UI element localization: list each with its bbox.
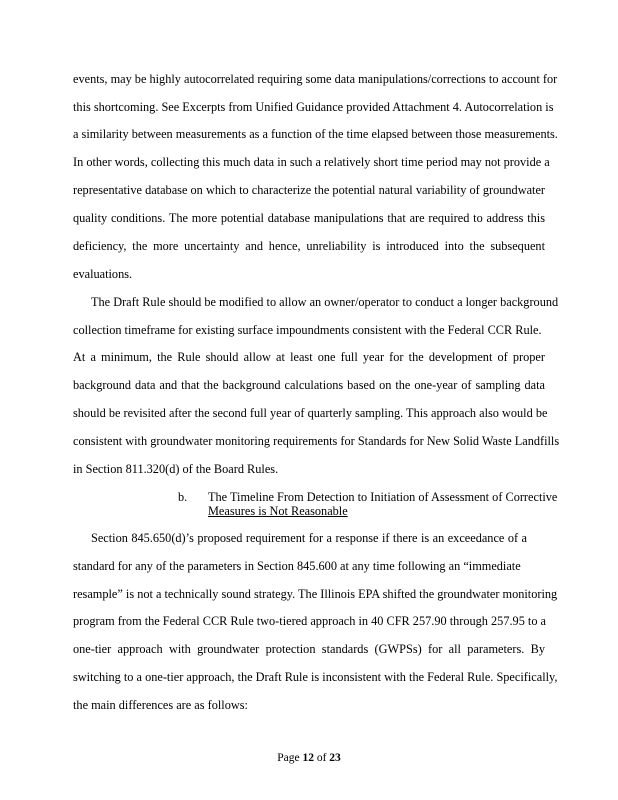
- paragraph-2-line: consistent with groundwater monitoring requirements for Standards for New Solid Waste Landfills: [73, 434, 560, 448]
- heading-line-1: The Timeline From Detection to Initiation of Assessment of Corrective: [208, 490, 558, 504]
- paragraph-3-line: Section 845.650(d)’s proposed requirement for a response if there is an exceedance of a: [91, 531, 527, 545]
- paragraph-1-line: this shortcoming. See Excerpts from Unified Guidance provided Attachment 4. Autocorrelation is: [73, 100, 554, 114]
- paragraph-1-line: a similarity between measurements as a function of the time elapsed between those measurements.: [73, 127, 558, 141]
- footer-page-number: 12: [302, 752, 314, 764]
- paragraph-2-line: should be revisited after the second full year of quarterly sampling. This approach also would be: [73, 406, 548, 420]
- paragraph-1-line: representative database on which to characterize the potential natural variability of groundwater: [73, 183, 545, 197]
- paragraph-3-line: program from the Federal CCR Rule two-tiered approach in 40 CFR 257.90 through 257.95 to a: [73, 614, 547, 628]
- paragraph-2-line: background data and that the background calculations based on the one-year of sampling data: [73, 378, 545, 392]
- paragraph-1-line: quality conditions. The more potential database manipulations that are required to address this: [73, 211, 545, 225]
- page-footer: [0, 751, 618, 765]
- paragraph-3-line: resample” is not a technically sound strategy. The Illinois EPA shifted the groundwater monitoring: [73, 587, 558, 601]
- paragraph-1-line: In other words, collecting this much data in such a relatively short time period may not provide a: [73, 155, 550, 169]
- paragraph-3-line: standard for any of the parameters in Section 845.600 at any time following an “immediate: [73, 559, 521, 573]
- paragraph-2-line: At a minimum, the Rule should allow at least one full year for the development of proper: [73, 350, 545, 364]
- paragraph-2-line: The Draft Rule should be modified to allow an owner/operator to conduct a longer background: [91, 295, 559, 309]
- footer-prefix: Page: [277, 752, 303, 764]
- paragraph-3-line: one-tier approach with groundwater protection standards (GWPSs) for all parameters. By: [73, 642, 545, 656]
- paragraph-1-line: evaluations.: [73, 267, 133, 281]
- section-heading: [178, 490, 558, 520]
- paragraph-3-line: switching to a one-tier approach, the Draft Rule is inconsistent with the Federal Rule. Specifically,: [73, 670, 558, 684]
- paragraph-2-line: collection timeframe for existing surface impoundments consistent with the Federal CCR Rule.: [73, 323, 542, 337]
- paragraph-3-line: the main differences are as follows:: [73, 698, 248, 712]
- heading-number: b.: [178, 490, 188, 504]
- paragraph-1-line: events, may be highly autocorrelated requiring some data manipulations/corrections to account for: [73, 72, 558, 86]
- paragraph-2-line: in Section 811.320(d) of the Board Rules.: [73, 462, 279, 476]
- paragraph-1-line: deficiency, the more uncertainty and hence, unreliability is introduced into the subsequent: [73, 239, 545, 253]
- footer-of: of: [313, 752, 330, 764]
- footer-page-total: 23: [329, 752, 341, 764]
- heading-line-2: Measures is Not Reasonable: [208, 504, 348, 518]
